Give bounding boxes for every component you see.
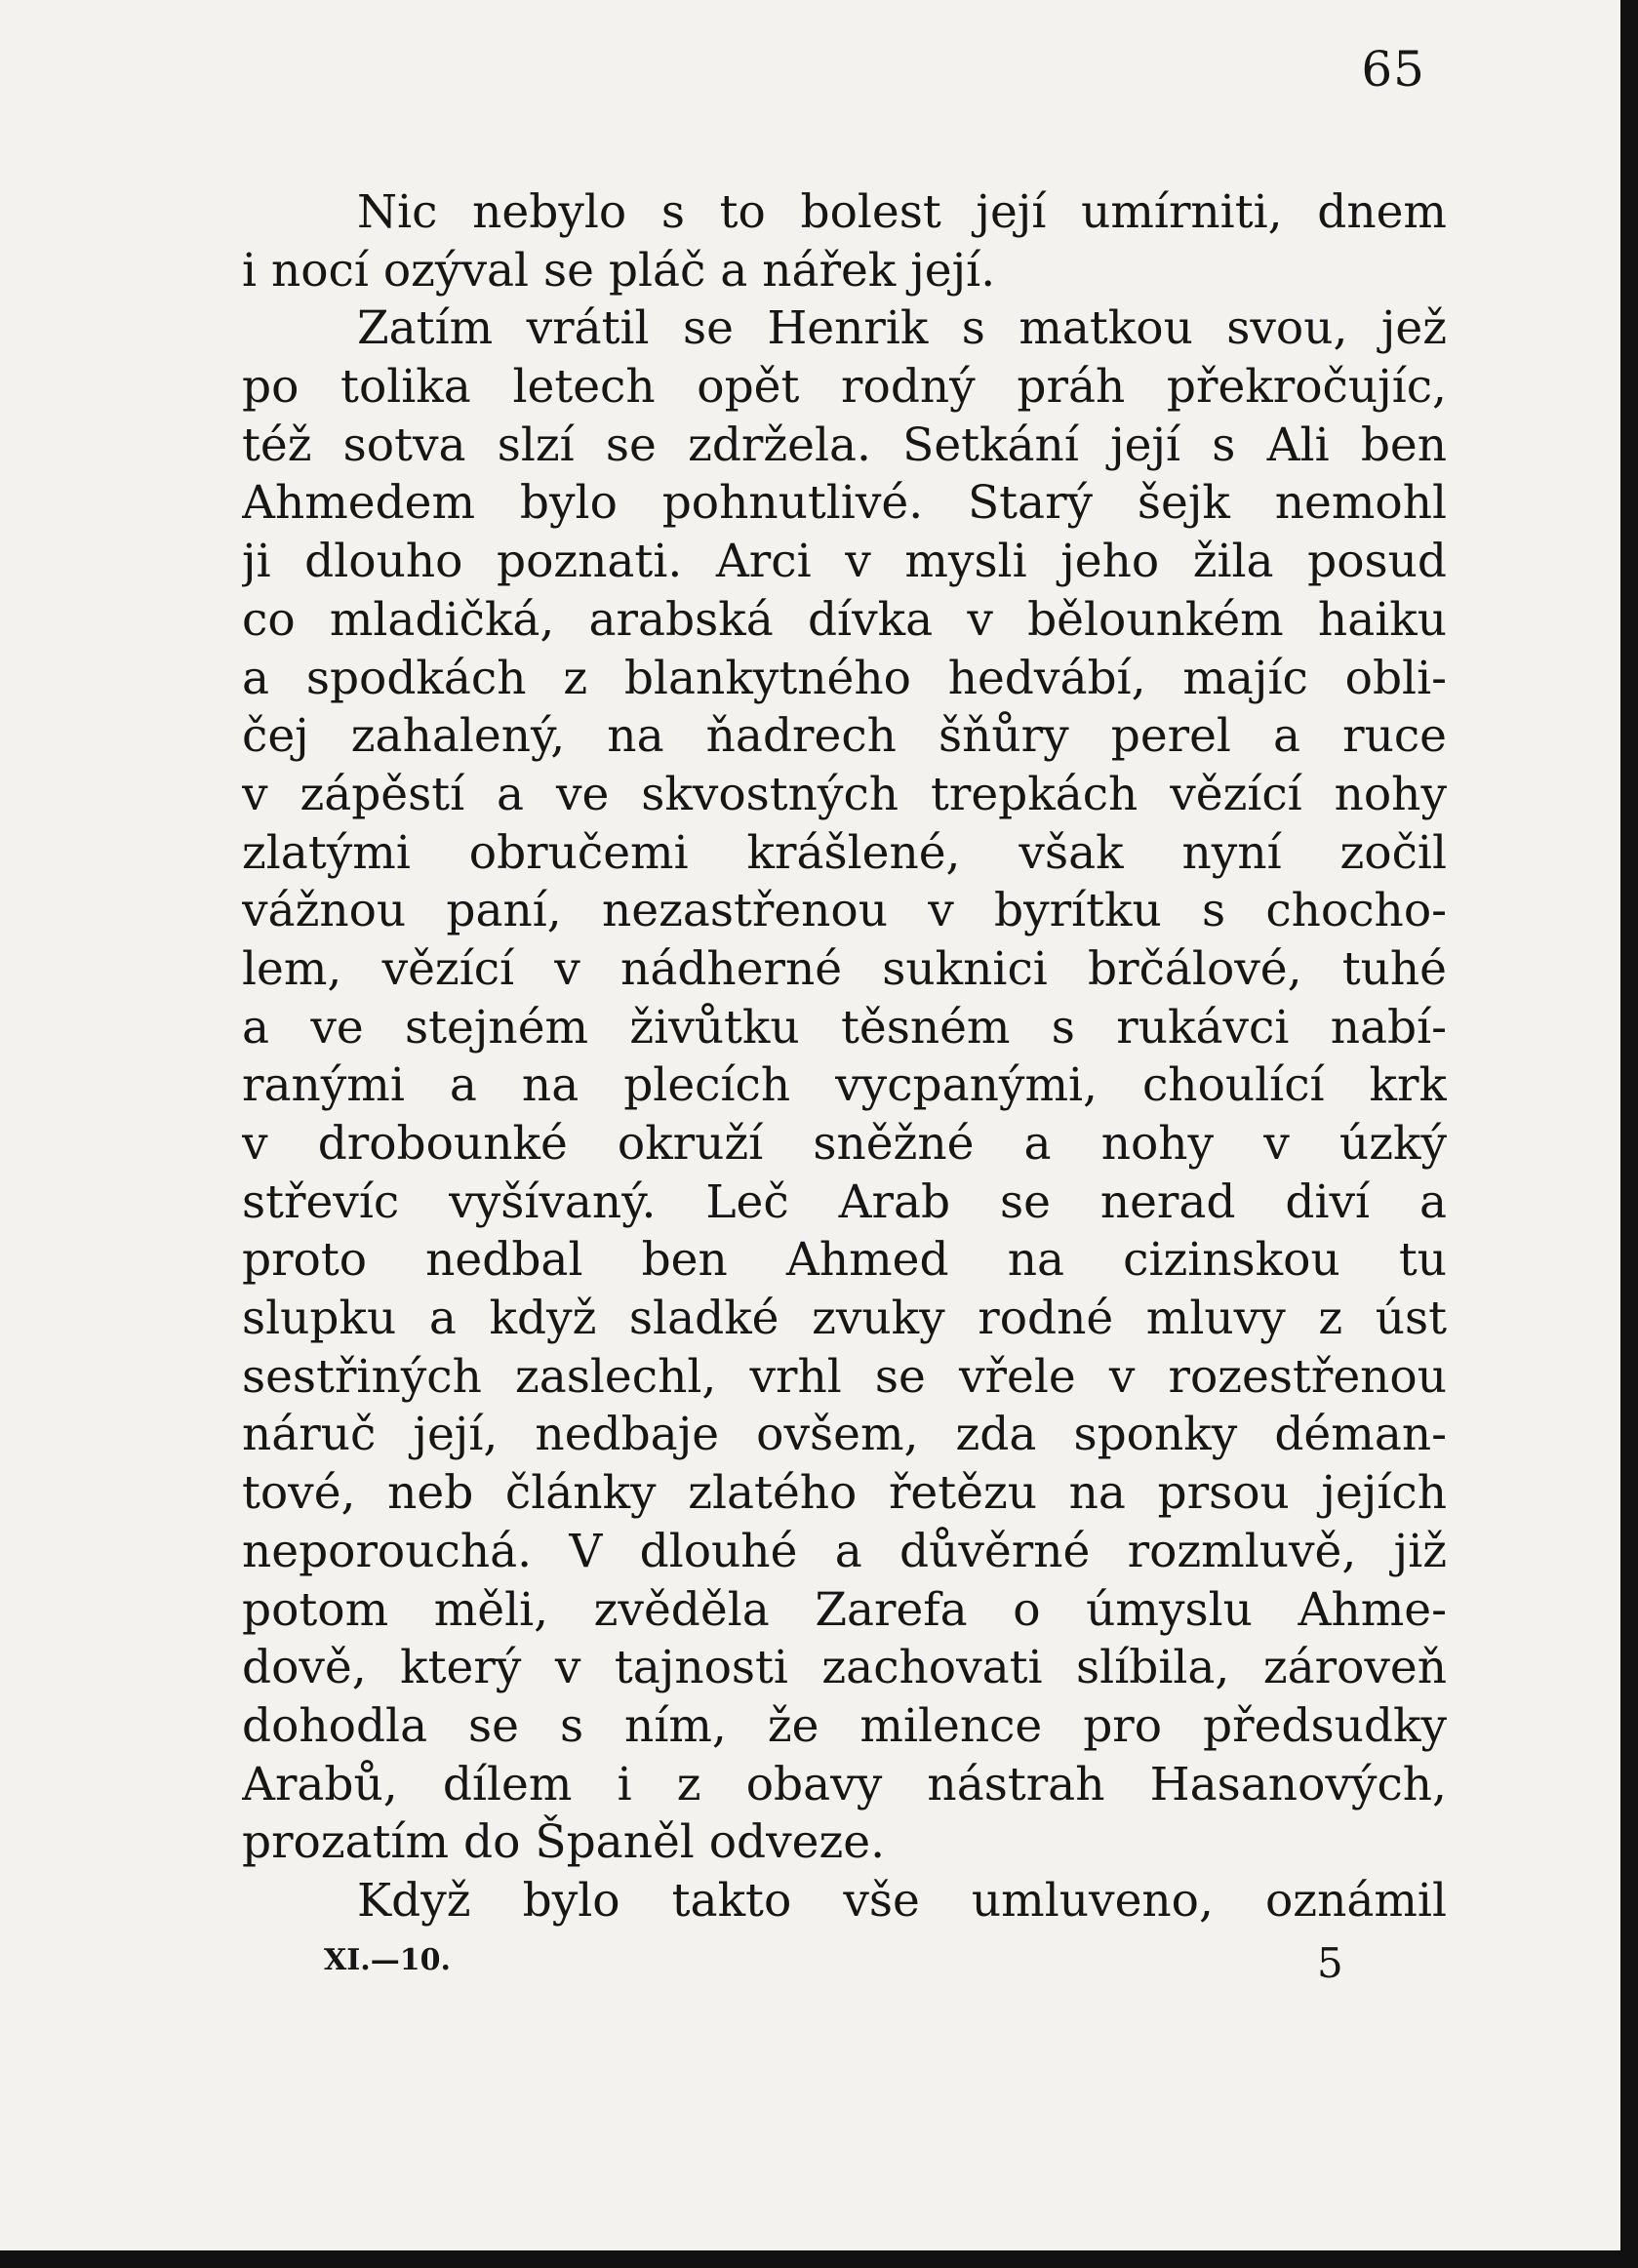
text-line: a ve stejném živůtku těsném s rukávci nabí- — [242, 1000, 1447, 1054]
text-line: potom měli, zvěděla Zarefa o úmyslu Ahme- — [242, 1582, 1447, 1637]
page-number: 65 — [1361, 41, 1425, 98]
text-line: v zápěstí a ve skvostných trepkách vězící nohy — [242, 767, 1447, 821]
text-line: zlatými obručemi krášlené, však nyní zočil — [242, 825, 1447, 880]
text-line: střevíc vyšívaný. Leč Arab se nerad diví a — [242, 1174, 1447, 1229]
text-line: po tolika letech opět rodný práh překročujíc, — [242, 360, 1447, 415]
text-line: slupku a když sladké zvuky rodné mluvy z úst — [242, 1292, 1447, 1346]
text-line: v drobounké okruží sněžné a nohy v úzký — [242, 1117, 1447, 1171]
text-line: Nic nebylo s to bolest její umírniti, dnem — [357, 185, 1447, 239]
sheet-number: 5 — [1317, 1939, 1343, 1987]
text-line: ranými a na plecích vycpanými, choulící krk — [242, 1058, 1447, 1113]
text-line: i nocí ozýval se pláč a nářek její. — [242, 243, 996, 298]
text-line: ji dlouho poznati. Arci v mysli jeho žila posud — [242, 535, 1447, 589]
text-line: neporouchá. V dlouhé a důvěrné rozmluvě, již — [242, 1524, 1447, 1578]
text-line: tové, neb články zlatého řetězu na prsou jejích — [242, 1466, 1447, 1521]
text-line: lem, vězící v nádherné suknici brčálové, tuhé — [242, 941, 1447, 996]
text-line: Ahmedem bylo pohnutlivé. Starý šejk nemohl — [242, 476, 1447, 531]
text-line: a spodkách z blankytného hedvábí, majíc obli- — [242, 651, 1447, 705]
text-line: sestřiných zaslechl, vrhl se vřele v rozestřenou — [242, 1349, 1447, 1404]
body-text — [242, 183, 1447, 1930]
text-line: prozatím do Španěl odveze. — [242, 1815, 886, 1870]
text-line: Když bylo takto vše umluveno, oznámil — [357, 1873, 1447, 1928]
text-line: proto nedbal ben Ahmed na cizinskou tu — [242, 1233, 1447, 1288]
text-line: dohodla se s ním, že milence pro předsudky — [242, 1698, 1447, 1753]
printer-signature: XI.—10. — [324, 1943, 451, 1977]
text-line: Arabů, dílem i z obavy nástrah Hasanových, — [242, 1757, 1447, 1811]
text-line: čej zahalený, na ňadrech šňůry perel a ruce — [242, 709, 1447, 764]
text-line: Zatím vrátil se Henrik s matkou svou, jež — [357, 301, 1447, 356]
text-line: vážnou paní, nezastřenou v byrítku s chocho- — [242, 884, 1447, 938]
text-line: náruč její, nedbaje ovšem, zda sponky déman- — [242, 1408, 1447, 1462]
text-line: též sotva slzí se zdržela. Setkání její s Ali ben — [242, 418, 1447, 472]
text-line: co mladičká, arabská dívka v bělounkém haiku — [242, 592, 1447, 647]
text-line: dově, který v tajnosti zachovati slíbila, zároveň — [242, 1641, 1447, 1695]
